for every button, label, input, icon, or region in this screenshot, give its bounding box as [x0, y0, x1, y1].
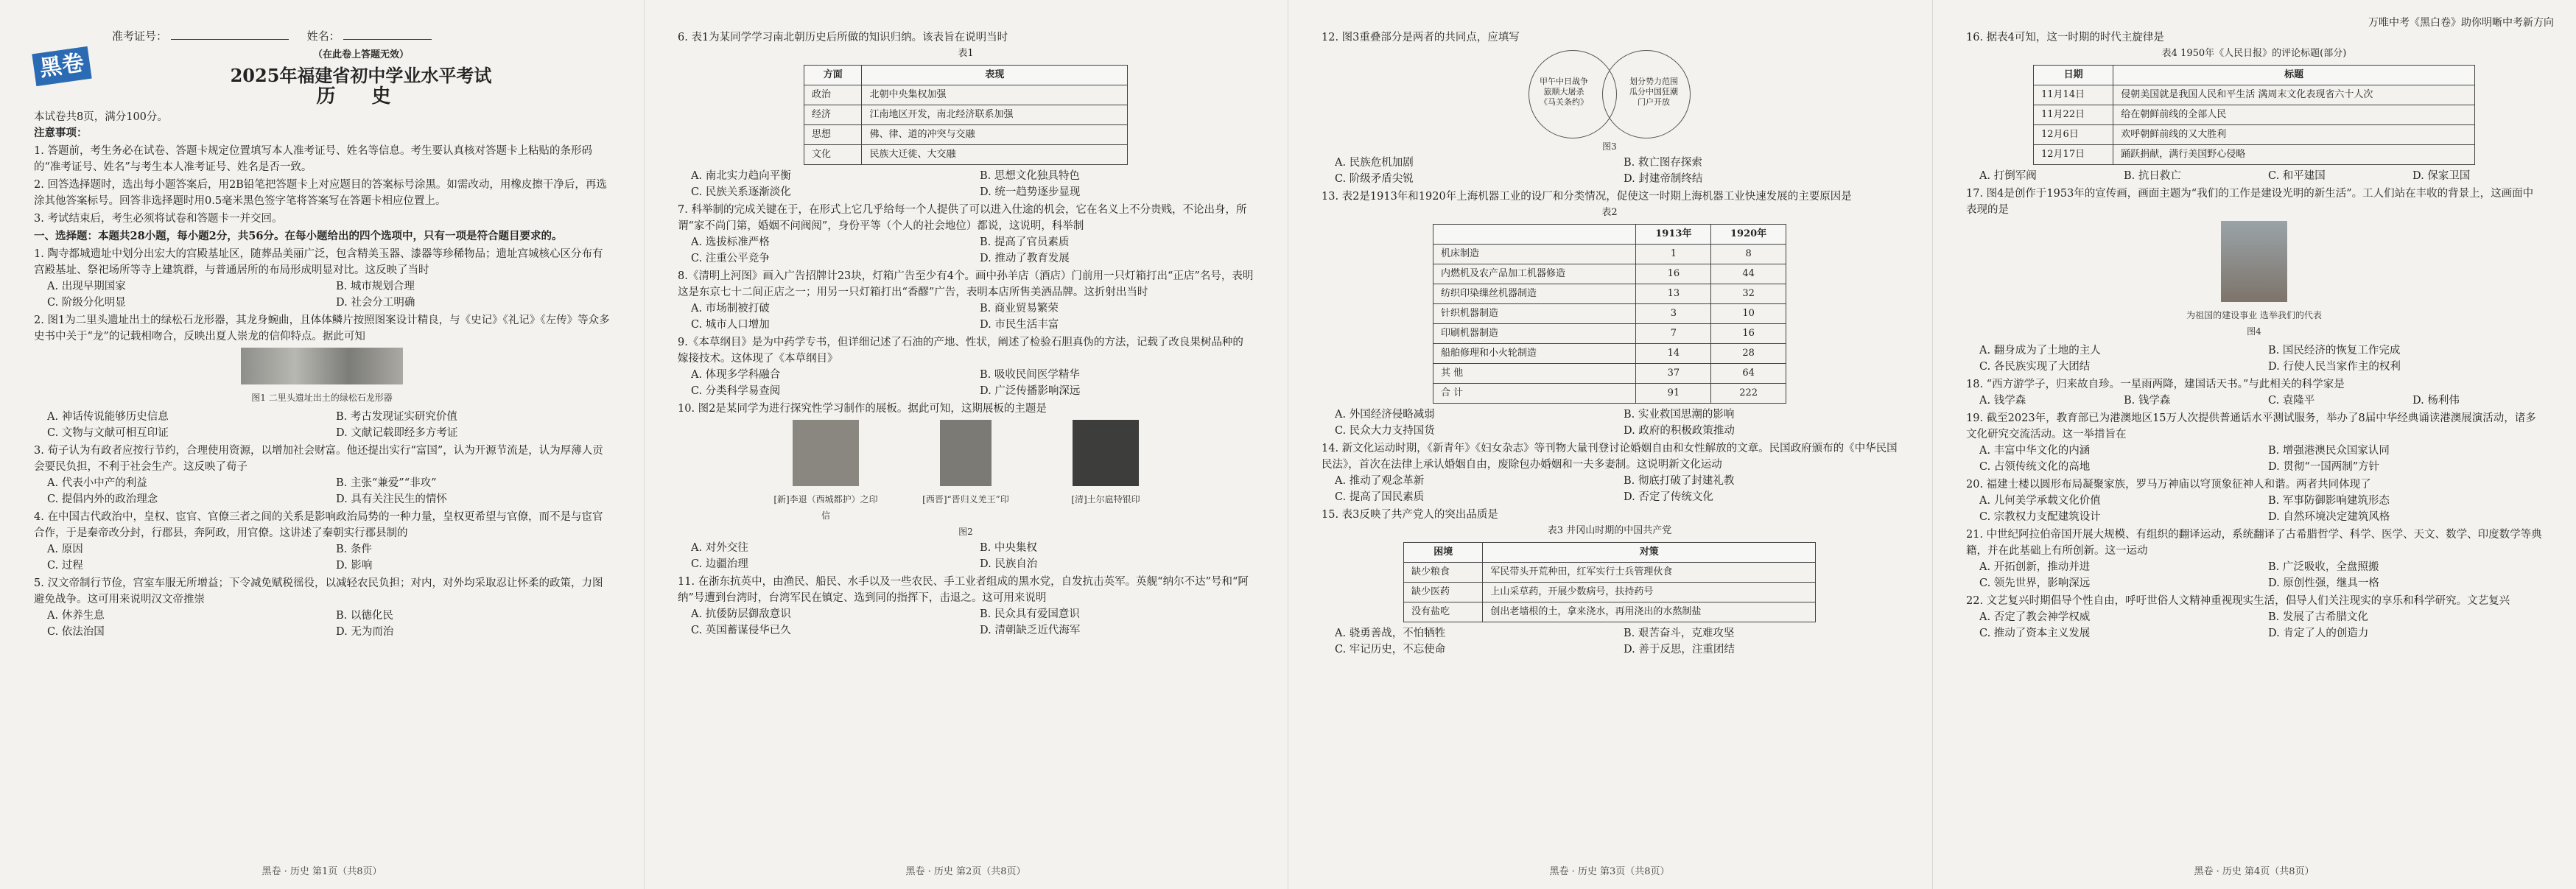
question-13-options — [1335, 407, 1898, 439]
table-row: 印刷机器制造 7 16 — [1433, 324, 1786, 344]
page-footer: 黑卷 · 历史 第1页（共8页） — [262, 866, 382, 877]
table-row: 11月22日 给在朝鲜前线的全部人民 — [2034, 105, 2475, 125]
page-footer: 黑卷 · 历史 第2页（共8页） — [905, 866, 1026, 877]
question-2: 2. 图1为二里头遗址出土的绿松石龙形器，其龙身蜿曲，且体体鳞片按照图案设计精良，与《史记》《礼记》《左传》等众多史书中关于“龙”的记载相吻合，反映出夏人崇龙的信仰特点。据此可知 — [34, 315, 610, 342]
table-header: 1920年 — [1711, 225, 1786, 245]
table-2 — [1433, 224, 1786, 404]
table-3 — [1403, 542, 1816, 622]
question-16: 16. 据表4可知，这一时期的时代主旋律是 — [1966, 32, 2164, 43]
question-9-options — [691, 367, 1254, 399]
question-21: 21. 中世纪阿拉伯帝国开展大规模、有组织的翻译运动，系统翻译了古希腊哲学、科学、医学、天文、数学、印度数学等典籍，并在此基础上有所创新。这一运动 — [1966, 529, 2542, 557]
exam-subject: 历 史 — [316, 85, 406, 108]
option[interactable]: C. 阶级分化明显 — [47, 297, 126, 309]
table-header: 日期 — [2034, 66, 2113, 85]
option[interactable]: B. 救亡图存探索 — [1624, 157, 1702, 169]
figure-4-caption: 为祖国的建设事业 选举我们的代表 — [2186, 310, 2322, 320]
question-21-options — [1979, 559, 2542, 591]
option[interactable]: A. 代表小中产的利益 — [47, 477, 147, 489]
exam-page-4 — [1932, 0, 2576, 889]
option[interactable]: B. 吸收民间医学精华 — [980, 369, 1080, 381]
table-row: 其 他 37 64 — [1433, 364, 1786, 384]
option[interactable]: A. 推动了观念革新 — [1335, 475, 1425, 487]
question-11: 11. 在浙东抗英中，由渔民、船民、水手以及一些农民、手工业者组成的黑水党，自发抗击英军。英舰“纳尔不达”号和“阿纳”号遭到台湾时，台湾军民在镇定、选到同的指挥下，击退之。这可用来说明 — [678, 576, 1249, 604]
option[interactable]: D. 影响 — [336, 560, 373, 572]
seal-note: （在此卷上答题无效） — [312, 49, 409, 60]
question-20-options — [1979, 493, 2542, 525]
option[interactable]: C. 阶级矛盾尖锐 — [1335, 173, 1414, 185]
question-1: 1. 陶寺都城遗址中划分出宏大的宫殿基址区，随葬品美丽广泛，包含精美玉器、漆器等珍稀物品；遗址宫城核心区分布有宫殿基址、祭祀场所等寺上建筑群，与普通居所的布局形成明显对比。这反映了当时 — [34, 248, 603, 276]
option[interactable]: A. 钱学森 — [1979, 395, 2026, 407]
figure-1-dragon-artifact — [241, 348, 403, 384]
option[interactable]: C. 占领传统文化的高地 — [1979, 461, 2091, 473]
option[interactable]: D. 民族自治 — [980, 558, 1038, 570]
option[interactable]: B. 广泛吸收，全盘照搬 — [2268, 561, 2379, 573]
question-7-options — [691, 234, 1254, 267]
table-header: 对策 — [1483, 543, 1816, 563]
option[interactable]: A. 休养生息 — [47, 610, 105, 622]
option[interactable]: B. 抗日救亡 — [2124, 170, 2181, 182]
option[interactable]: D. 社会分工明确 — [336, 297, 415, 309]
question-4: 4. 在中国古代政治中，皇权、宦官、官僚三者之间的关系是影响政治局势的一种力量，皇权更希望与官僚，而不是与宦官合作，于是秦帝改分封，行郡县，奔阿政，用官僚。这讲述了秦朝实行郡县制的 — [34, 511, 603, 539]
notice-title: 注意事项： — [34, 127, 88, 139]
option[interactable]: C. 牢记历史，不忘使命 — [1335, 644, 1446, 656]
option[interactable]: C. 推动了资本主义发展 — [1979, 628, 2091, 639]
venn-right-text: 划分势力范围 瓜分中国狂潮 门户开放 — [1629, 77, 1678, 107]
option[interactable]: B. 彻底打破了封建礼教 — [1624, 475, 1735, 487]
question-6-options — [691, 168, 1254, 200]
figure-3-title: 图3 — [1602, 141, 1617, 152]
question-2-options — [47, 409, 610, 441]
option[interactable]: D. 肯定了人的创造力 — [2268, 628, 2369, 639]
option[interactable]: B. 考古发现证实研究价值 — [336, 411, 457, 423]
option[interactable]: D. 贯彻“一国两制”方针 — [2268, 461, 2380, 473]
option[interactable]: A. 打倒军阀 — [1979, 170, 2037, 182]
table-row: 缺少医药 上山采草药，开展少数病号，扶持药号 — [1404, 583, 1816, 602]
table-row: 11月14日 侵朝美国就是我国人民和平生活 满周末文化表现省六十人次 — [2034, 85, 2475, 105]
figure-2-seals — [678, 420, 1254, 524]
option[interactable]: D. 无为而治 — [336, 626, 394, 638]
option[interactable]: B. 增强港澳民众国家认同 — [2268, 445, 2390, 457]
option[interactable]: A. 对外交往 — [691, 542, 748, 554]
table-row: 缺少粮食 军民带头开荒种田，红军实行士兵管理伙食 — [1404, 563, 1816, 583]
notice-2: 2. 回答选择题时，选出每小题答案后，用2B铅笔把答题卡上对应题目的答案标号涂黑。如需改动，用橡皮擦干净后，再选涂其他答案标号。回答非选择题时用0.5毫米黑色签字笔将答案写在答题卡相应位置上。 — [34, 179, 607, 207]
question-10-options — [691, 540, 1254, 572]
table-row: 内燃机及农产品加工机器修造 16 44 — [1433, 264, 1786, 284]
exam-page-2 — [644, 0, 1288, 889]
table-row: 思想 佛、律、道的冲突与交融 — [804, 125, 1128, 145]
question-15: 15. 表3反映了共产党人的突出品质是 — [1322, 509, 1498, 521]
table-row: 针织机器制造 3 10 — [1433, 304, 1786, 324]
section-1-heading: 一、选择题：本题共28小题，每小题2分，共56分。在每小题给出的四个选项中，只有一项是符合题目要求的。 — [34, 230, 563, 242]
option[interactable]: C. 注重公平竞争 — [691, 253, 770, 264]
question-17: 17. 图4是创作于1953年的宣传画，画面主题为“我们的工作是建设光明的新生活”。工人们站在丰收的背景上，这画面中表现的是 — [1966, 188, 2534, 216]
seal-caption: [西晋]“晋归义羌王”印 — [922, 494, 1009, 505]
option[interactable]: A. 民族危机加剧 — [1335, 157, 1414, 169]
option[interactable]: C. 宗教权力支配建筑设计 — [1979, 511, 2101, 523]
table-row: 12月17日 踊跃捐献，满行美国野心侵略 — [2034, 145, 2475, 165]
option[interactable]: B. 以德化民 — [336, 610, 393, 622]
option[interactable]: C. 民族关系逐渐淡化 — [691, 186, 791, 198]
question-22-options — [1979, 609, 2542, 642]
question-14-options — [1335, 473, 1898, 505]
table-header: 方面 — [804, 66, 862, 85]
option[interactable]: B. 城市规划合理 — [336, 281, 415, 292]
option[interactable]: A. 否定了教会神学权威 — [1979, 611, 2091, 623]
option[interactable]: B. 中央集权 — [980, 542, 1037, 554]
question-14: 14. 新文化运动时期，《新青年》《妇女杂志》等刊物大量刊登讨论婚姻自由和女性解放的文章。民国政府颁布的《中华民国民法》，首次在法律上承认婚姻自由，废除包办婚姻和一夫多妻制。这说明新文化运动 — [1322, 443, 1898, 471]
name-field[interactable] — [343, 39, 432, 40]
question-6: 6. 表1为某同学学习南北朝历史后所做的知识归纳。该表旨在说明当时 — [678, 32, 1008, 43]
option[interactable]: A. 翻身成为了土地的主人 — [1979, 345, 2101, 356]
option[interactable]: D. 杨利伟 — [2412, 395, 2460, 407]
option[interactable]: C. 边疆治理 — [691, 558, 748, 570]
table-4 — [2033, 65, 2475, 165]
option[interactable]: A. 市场制被打破 — [691, 303, 770, 315]
option[interactable]: D. 文献记载即经多方考证 — [336, 427, 458, 439]
option[interactable]: D. 否定了传统文化 — [1624, 491, 1713, 503]
question-12: 12. 图3重叠部分是两者的共同点，应填写 — [1322, 32, 1520, 43]
black-paper-badge: 黑卷 — [32, 46, 91, 86]
option[interactable]: A. 开拓创新，推动并进 — [1979, 561, 2091, 573]
figure-3-venn — [1529, 50, 1691, 138]
seal-caption: [新]李退（西城都护）之印信 — [773, 494, 878, 521]
seal-image — [940, 420, 992, 486]
question-10: 10. 图2是某同学为进行探究性学习制作的展板。据此可知，这期展板的主题是 — [678, 403, 1047, 415]
option[interactable]: B. 提高了官员素质 — [980, 236, 1070, 248]
seal-image — [1073, 420, 1139, 486]
exam-no-field[interactable] — [171, 39, 289, 40]
question-3: 3. 荀子认为有政者应按行节约，合理使用资源，以增加社会财富。他还提出实行“富国”，认为开源节流是，认为厚薄人贡会要民负担，不利于社会生产。这反映了荀子 — [34, 445, 603, 473]
notice-3: 3. 考试结束后，考生必须将试卷和答题卡一并交回。 — [34, 213, 283, 225]
page-footer: 黑卷 · 历史 第3页（共8页） — [1549, 866, 1670, 877]
option[interactable]: C. 文物与文献可相互印证 — [47, 427, 169, 439]
question-16-options — [1979, 168, 2542, 184]
option[interactable]: D. 自然环境决定建筑风格 — [2268, 511, 2390, 523]
option[interactable]: D. 封建帝制终结 — [1624, 173, 1703, 185]
question-3-options — [47, 475, 610, 507]
question-13: 13. 表2是1913年和1920年上海机器工业的设厂和分类情况，促使这一时期上海机器工业快速发展的主要原因是 — [1322, 191, 1852, 203]
option[interactable]: A. 选拔标准严格 — [691, 236, 770, 248]
table-1-title: 表1 — [958, 48, 974, 59]
figure-2-title: 图2 — [958, 527, 973, 537]
seal-caption: [清]土尔扈特银印 — [1071, 494, 1140, 505]
option[interactable]: C. 民众大力支持国货 — [1335, 425, 1435, 437]
option[interactable]: C. 英国蓄谋侵华已久 — [691, 625, 791, 636]
notice-1: 1. 答题前，考生务必在试卷、答题卡规定位置填写本人准考证号、姓名等信息。考生要认真核对答题卡上粘贴的条形码的“准考证号、姓名”与考生本人准考证号、姓名是否一致。 — [34, 145, 592, 173]
question-22: 22. 文艺复兴时期倡导个性自由，呼吁世俗人文精神重视现实生活，倡导人们关注现实的享乐和科学研究。文艺复兴 — [1966, 595, 2510, 607]
table-header: 标题 — [2113, 66, 2475, 85]
table-row: 没有盐吃 创出老墙根的土，拿来浇水，再用浇出的水熬制盐 — [1404, 602, 1816, 622]
page-footer: 黑卷 · 历史 第4页（共8页） — [2194, 866, 2314, 877]
brand-slogan: 万唯中考《黑白卷》助你明晰中考新方向 — [2368, 17, 2554, 29]
name-label: 姓名： — [306, 29, 340, 43]
question-18: 18. “西方游学子，归来故自珍。一星雨两降，建国话天书。”与此相关的科学家是 — [1966, 379, 2345, 390]
question-15-options — [1335, 625, 1898, 658]
exam-intro: 本试卷共8页，满分100分。 — [34, 111, 168, 123]
question-20: 20. 福建士楼以圆形布局凝聚家族，罗马万神庙以穹顶象征神人和谐。两者共同体现了 — [1966, 479, 2371, 491]
question-5: 5. 汉文帝制行节俭，宫室车服无所增益；下令减免赋税徭役，以减轻农民负担；对内，对外均采取忍让怀柔的政策，力图避免战争。这可用来说明汉文帝推崇 — [34, 577, 603, 605]
option[interactable]: D. 广泛传播影响深远 — [980, 385, 1081, 397]
table-header — [1433, 225, 1636, 245]
question-5-options — [47, 608, 610, 640]
option[interactable]: D. 统一趋势逐步显现 — [980, 186, 1081, 198]
option[interactable]: B. 民众具有爱国意识 — [980, 608, 1080, 620]
table-3-title: 表3 井冈山时期的中国共产党 — [1547, 525, 1672, 536]
figure-4-title: 图4 — [2247, 326, 2261, 337]
option[interactable]: A. 体现多学科融合 — [691, 369, 781, 381]
option[interactable]: A. 出现早期国家 — [47, 281, 126, 292]
option[interactable]: A. 外国经济侵略减弱 — [1335, 409, 1435, 421]
figure-1-caption: 图1 二里头遗址出土的绿松石龙形器 — [251, 393, 393, 403]
question-19-options — [1979, 443, 2542, 475]
exam-page-3 — [1288, 0, 1931, 889]
table-row: 纺织印染缫丝机器制造 13 32 — [1433, 284, 1786, 304]
seal-image — [793, 420, 859, 486]
table-header: 表现 — [862, 66, 1128, 85]
option[interactable]: A. 儿何美学承载文化价值 — [1979, 495, 2101, 507]
option[interactable]: C. 各民族实现了大团结 — [1979, 361, 2091, 373]
option[interactable]: A. 原因 — [47, 544, 83, 555]
option[interactable]: D. 清朝缺乏近代海军 — [980, 625, 1081, 636]
option[interactable]: A. 骁勇善战，不怕牺牲 — [1335, 628, 1446, 639]
option[interactable]: C. 分类科学易查阅 — [691, 385, 781, 397]
question-1-options — [47, 278, 610, 311]
option[interactable]: B. 发展了古希腊文化 — [2268, 611, 2368, 623]
option[interactable]: B. 艰苦奋斗，克难攻坚 — [1624, 628, 1735, 639]
option[interactable]: D. 原创性强，继具一格 — [2268, 577, 2379, 589]
question-19: 19. 截至2023年，教育部已为港澳地区15万人次提供普通话水平测试服务，举办了8届中华经典诵读港澳展演活动，诸多文化研究交流活动。这一举措旨在 — [1966, 412, 2536, 440]
venn-left-text: 甲午中日战争 旅顺大屠杀 《马关条约》 — [1540, 77, 1588, 107]
table-row: 合 计 91 222 — [1433, 384, 1786, 404]
option[interactable]: B. 钱学森 — [2124, 395, 2171, 407]
option[interactable]: C. 提倡内外的政治理念 — [47, 493, 158, 505]
question-4-options — [47, 541, 610, 574]
option[interactable]: D. 市民生活丰富 — [980, 319, 1059, 331]
option[interactable]: C. 袁隆平 — [2268, 395, 2315, 407]
table-4-title: 表4 1950年《人民日报》的评论标题(部分) — [2161, 48, 2347, 59]
table-1 — [804, 65, 1128, 165]
option[interactable]: A. 神话传说能够历史信息 — [47, 411, 169, 423]
option[interactable]: C. 和平建国 — [2268, 170, 2326, 182]
table-header: 1913年 — [1636, 225, 1711, 245]
table-row: 经济 江南地区开发，南北经济联系加强 — [804, 105, 1128, 125]
option[interactable]: C. 领先世界，影响深远 — [1979, 577, 2091, 589]
option[interactable]: D. 具有关注民生的情怀 — [336, 493, 447, 505]
option[interactable]: C. 依法治国 — [47, 626, 105, 638]
option[interactable]: D. 政府的积极政策推动 — [1624, 425, 1735, 437]
question-18-options — [1979, 393, 2542, 409]
table-header: 困境 — [1404, 543, 1483, 563]
option[interactable]: B. 思想文化独具特色 — [980, 170, 1080, 182]
option[interactable]: D. 保家卫国 — [2412, 170, 2471, 182]
question-7: 7. 科举制的完成关键在于，在形式上它几乎给每一个人提供了可以进入仕途的机会，它在名义上不分贵贱，不论出身，所谓“家不尚门第，婚姻不问阀阅”，身份平等（个人的社会地位）都说，这说明，科举制 — [678, 204, 1247, 232]
option[interactable]: C. 提高了国民素质 — [1335, 491, 1425, 503]
header-block — [34, 28, 610, 108]
table-row: 12月6日 欢呼朝鲜前线的又大胜利 — [2034, 125, 2475, 145]
option[interactable]: B. 主张“兼爱”“非攻” — [336, 477, 437, 489]
table-2-title: 表2 — [1601, 207, 1618, 218]
exam-title: 2025年福建省初中学业水平考试 — [230, 65, 492, 86]
option[interactable]: B. 国民经济的恢复工作完成 — [2268, 345, 2401, 356]
option[interactable]: D. 行使人民当家作主的权利 — [2268, 361, 2401, 373]
question-11-options — [691, 606, 1254, 639]
option[interactable]: A. 抗倭防层御敌意识 — [691, 608, 791, 620]
option[interactable]: A. 丰富中华文化的内涵 — [1979, 445, 2091, 457]
option[interactable]: B. 条件 — [336, 544, 372, 555]
table-row: 机床制造 1 8 — [1433, 245, 1786, 264]
option[interactable]: B. 军事防御影响建筑形态 — [2268, 495, 2390, 507]
question-12-options — [1335, 155, 1898, 187]
question-8-options — [691, 301, 1254, 333]
table-row: 政治 北朝中央集权加强 — [804, 85, 1128, 105]
option[interactable]: D. 善于反思，注重团结 — [1624, 644, 1735, 656]
option[interactable]: A. 南北实力趋向平衡 — [691, 170, 791, 182]
option[interactable]: C. 过程 — [47, 560, 83, 572]
option[interactable]: C. 城市人口增加 — [691, 319, 770, 331]
option[interactable]: D. 推动了教育发展 — [980, 253, 1070, 264]
option[interactable]: B. 实业救国思潮的影响 — [1624, 409, 1735, 421]
option[interactable]: B. 商业贸易繁荣 — [980, 303, 1059, 315]
question-9: 9.《本草纲目》是为中药学专书，但详细记述了石油的产地、性状，阐述了检验石胆真伪的方法，记载了改良果树品种的嫁接技术。这体现了《本草纲目》 — [678, 337, 1243, 365]
figure-4-poster — [2221, 221, 2287, 302]
exam-no-label: 准考证号： — [112, 29, 168, 43]
question-8: 8.《清明上河图》画入广告招牌计23块，灯箱广告至少有4个。画中孙羊店（酒店）门前用一只灯箱打出“正店”名号，表明这是东京七十二间正店之一；用另一只灯箱打出“香醪”广告，表明本店所售美酒品牌。这折射出当时 — [678, 270, 1254, 298]
exam-page-1 — [0, 0, 644, 889]
table-row: 船舶修理和小火轮制造 14 28 — [1433, 344, 1786, 364]
table-row: 文化 民族大迁徙、大交融 — [804, 145, 1128, 165]
question-17-options — [1979, 342, 2542, 375]
